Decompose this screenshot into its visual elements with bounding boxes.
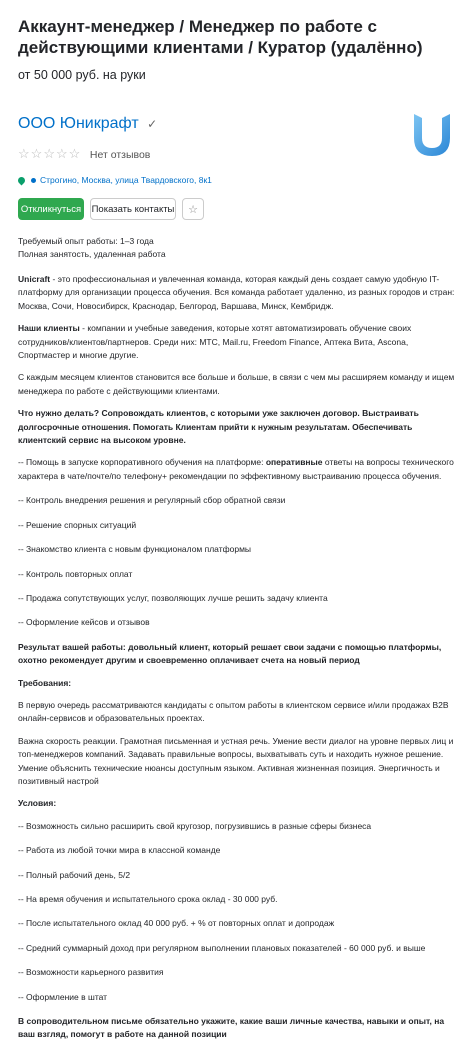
salary: от 50 000 руб. на руки [18, 68, 146, 82]
list-item: -- Оформление в штат [18, 991, 108, 1002]
paragraph: В первую очередь рассматриваются кандидаты с опытом работы в клиентском сервисе и/или продажах B2B онлайн-сервисов и образовательных проектах. [18, 699, 449, 724]
paragraph: Что нужно делать? Сопровождать клиентов, с которыми уже заключен договор. Выстраивать долгосрочные отношения. Помогать Клиентам прийти к нужным результатам. Обеспечивать клиентский сервис на высоком уровне. [18, 408, 419, 446]
company-block [18, 114, 456, 190]
rating[interactable] [18, 146, 456, 162]
favorite-button[interactable] [182, 198, 204, 220]
check-icon: ✓ [147, 117, 158, 131]
section-heading: Условия: [18, 798, 57, 809]
list-item: -- Контроль внедрения решения и регулярный сбор обратной связи [18, 495, 286, 506]
vacancy-title: Аккаунт-менеджер / Менеджер по работе с действующими клиентами / Куратор (удалённо) [18, 17, 423, 57]
list-item: -- Знакомство клиента с новым функционалом платформы [18, 544, 252, 555]
list-item: -- Помощь в запуске корпоративного обучения на платформе: оперативные ответы на вопросы технического характера в чате/почте/по телефону+ рекомендации по эффективному выстраиванию процесса обучения. [18, 457, 454, 481]
company-logo[interactable] [410, 112, 454, 160]
address-text: Строгино, Москва, улица Твардовского, 8к1 [40, 175, 212, 185]
reviews-count: Нет отзывов [89, 149, 151, 161]
star-outline-icon: ☆ [18, 146, 31, 161]
list-item: -- Работа из любой точки мира в классной команде [18, 845, 221, 856]
paragraph: Важна скорость реакции. Грамотная письменная и устная речь. Умение вести диалог на уровне первых лиц и топ-менеджеров компаний. Задавать правильные вопросы, выхватывать суть и находить нужное решение. Умение объяснить технические нюансы доступным языком. Активная жизненная позиция. Энергичность и позитивный настрой [18, 735, 454, 786]
company-name-link[interactable]: ООО Юникрафт [18, 115, 139, 132]
list-item: -- Оформление кейсов и отзывов [18, 617, 150, 628]
star-outline-icon: ☆ [43, 146, 56, 161]
list-item: -- Решение спорных ситуаций [18, 519, 137, 530]
list-item: -- После испытательного оклад 40 000 руб. + % от повторных оплат и допродаж [18, 918, 335, 929]
action-buttons [18, 198, 456, 220]
apply-button[interactable]: Откликнуться [18, 198, 84, 220]
paragraph: Наши клиенты - компании и учебные заведения, которые хотят автоматизировать обучение своих сотрудников/клиентов/партнеров. Среди них: МТС, Mail.ru, Freedom Finance, Аптека Вита, Ascona, Спортмастер и многие другие. [18, 323, 412, 361]
job-conditions [18, 235, 456, 261]
list-item: -- На время обучения и испытательного срока оклад - 30 000 руб. [18, 894, 278, 904]
star-outline-icon: ☆ [188, 203, 198, 216]
list-item: -- Возможности карьерного развития [18, 967, 164, 978]
employment: Полная занятость, удаленная работа [18, 249, 166, 259]
paragraph: Результат вашей работы: довольный клиент, который решает свои задачи с помощью платформы, охотно рекомендует другим и своевременно оплачивает счета на новый период [18, 641, 442, 666]
paragraph: В сопроводительном письме обязательно укажите, какие ваши личные качества, навыки и опыт, на ваш взгляд, помогут в работе на данной позиции [18, 1016, 445, 1040]
experience: Требуемый опыт работы: 1–3 года [18, 236, 154, 246]
paragraph: С каждым месяцем клиентов становится все больше и больше, в связи с чем мы расширяем команду и ищем менеджера по работе с действующими клиентами. [18, 372, 455, 396]
star-outline-icon: ☆ [30, 146, 44, 161]
star-outline-icon: ☆ [68, 146, 82, 161]
vacancy-description [18, 273, 456, 1042]
section-heading: Требования: [18, 677, 72, 688]
list-item: -- Продажа сопутствующих услуг, позволяющих лучше решить задачу клиента [18, 592, 328, 603]
paragraph: Unicraft - это профессиональная и увлеченная команда, которая каждый день создает самую удобную IT-платформу для организации процесса обучения. Вся команда работает удаленно, из разных городов и стран: Москва, Сочи, Новосибирск, Краснодар, Белгород, Варшава, Минск, Кембридж. [18, 274, 455, 311]
show-contacts-button[interactable]: Показать контакты [90, 198, 176, 220]
list-item: -- Полный рабочий день, 5/2 [18, 869, 131, 880]
star-outline-icon: ☆ [55, 146, 69, 161]
list-item: -- Контроль повторных оплат [18, 568, 133, 579]
list-item: -- Возможность сильно расширить свой кругозор, погрузившись в разные сферы бизнеса [18, 820, 372, 831]
list-item: -- Средний суммарный доход при регулярном выполнении плановых показателей - 60 000 руб. и выше [18, 942, 426, 953]
